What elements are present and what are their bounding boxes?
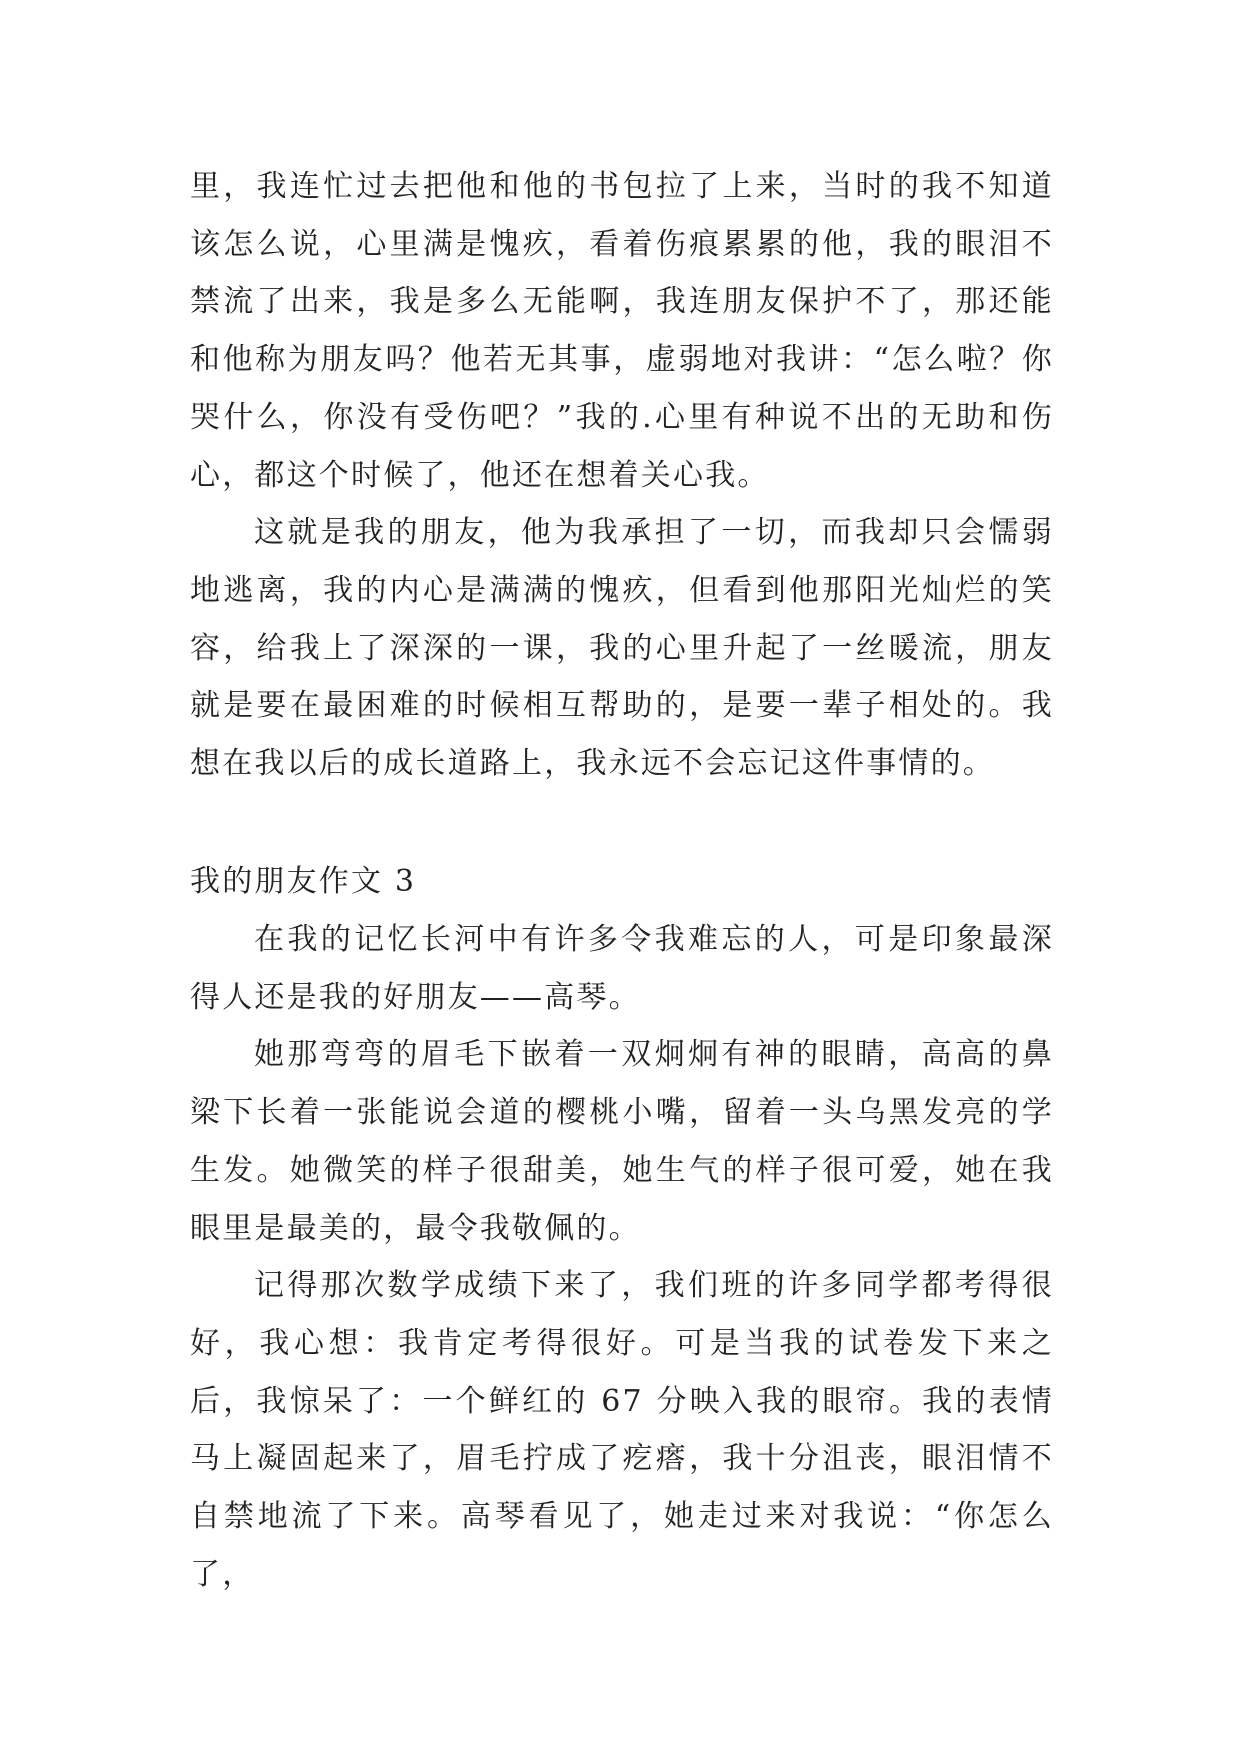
continuation-paragraph: 里，我连忙过去把他和他的书包拉了上来，当时的我不知道该怎么说，心里满是愧疚，看着伤痕累累的他，我的眼泪不禁流了出来，我是多么无能啊，我连朋友保护不了，那还能和他称为朋友吗？他若无其事，虚弱地对我讲：“怎么啦？你哭什么，你没有受伤吧？”我的.心里有种说不出的无助和伤心，都这个时候了，他还在想着关心我。 [190,169,1054,493]
essay-2-ending [190,158,1054,793]
closing-paragraph: 这就是我的朋友，他为我承担了一切，而我却只会懦弱地逃离，我的内心是满满的愧疚，但看到他那阳光灿烂的笑容，给我上了深深的一课，我的心里升起了一丝暖流，朋友就是要在最困难的时候相互帮助的，是要一辈子相处的。我想在我以后的成长道路上，我永远不会忘记这件事情的。 [190,515,1054,782]
section-heading: 我的朋友作文 3 [190,864,417,899]
essay-3-paragraph-3: 记得那次数学成绩下来了，我们班的许多同学都考得很好，我心想：我肯定考得很好。可是当我的试卷发下来之后，我惊呆了：一个鲜红的 67 分映入我的眼帘。我的表情马上凝固起来了，眉毛拧成了疙瘩，我十分沮丧，眼泪情不自禁地流了下来。高琴看见了，她走过来对我说：“你怎么了， [190,1268,1054,1592]
essay-3-paragraph-1: 在我的记忆长河中有许多令我难忘的人，可是印象最深得人还是我的好朋友——高琴。 [190,922,1054,1015]
essay-3-body [190,911,1054,1603]
essay-3-paragraph-2: 她那弯弯的眉毛下嵌着一双炯炯有神的眼睛，高高的鼻梁下长着一张能说会道的樱桃小嘴，留着一头乌黑发亮的学生发。她微笑的样子很甜美，她生气的样子很可爱，她在我眼里是最美的，最令我敬佩的。 [190,1037,1054,1246]
